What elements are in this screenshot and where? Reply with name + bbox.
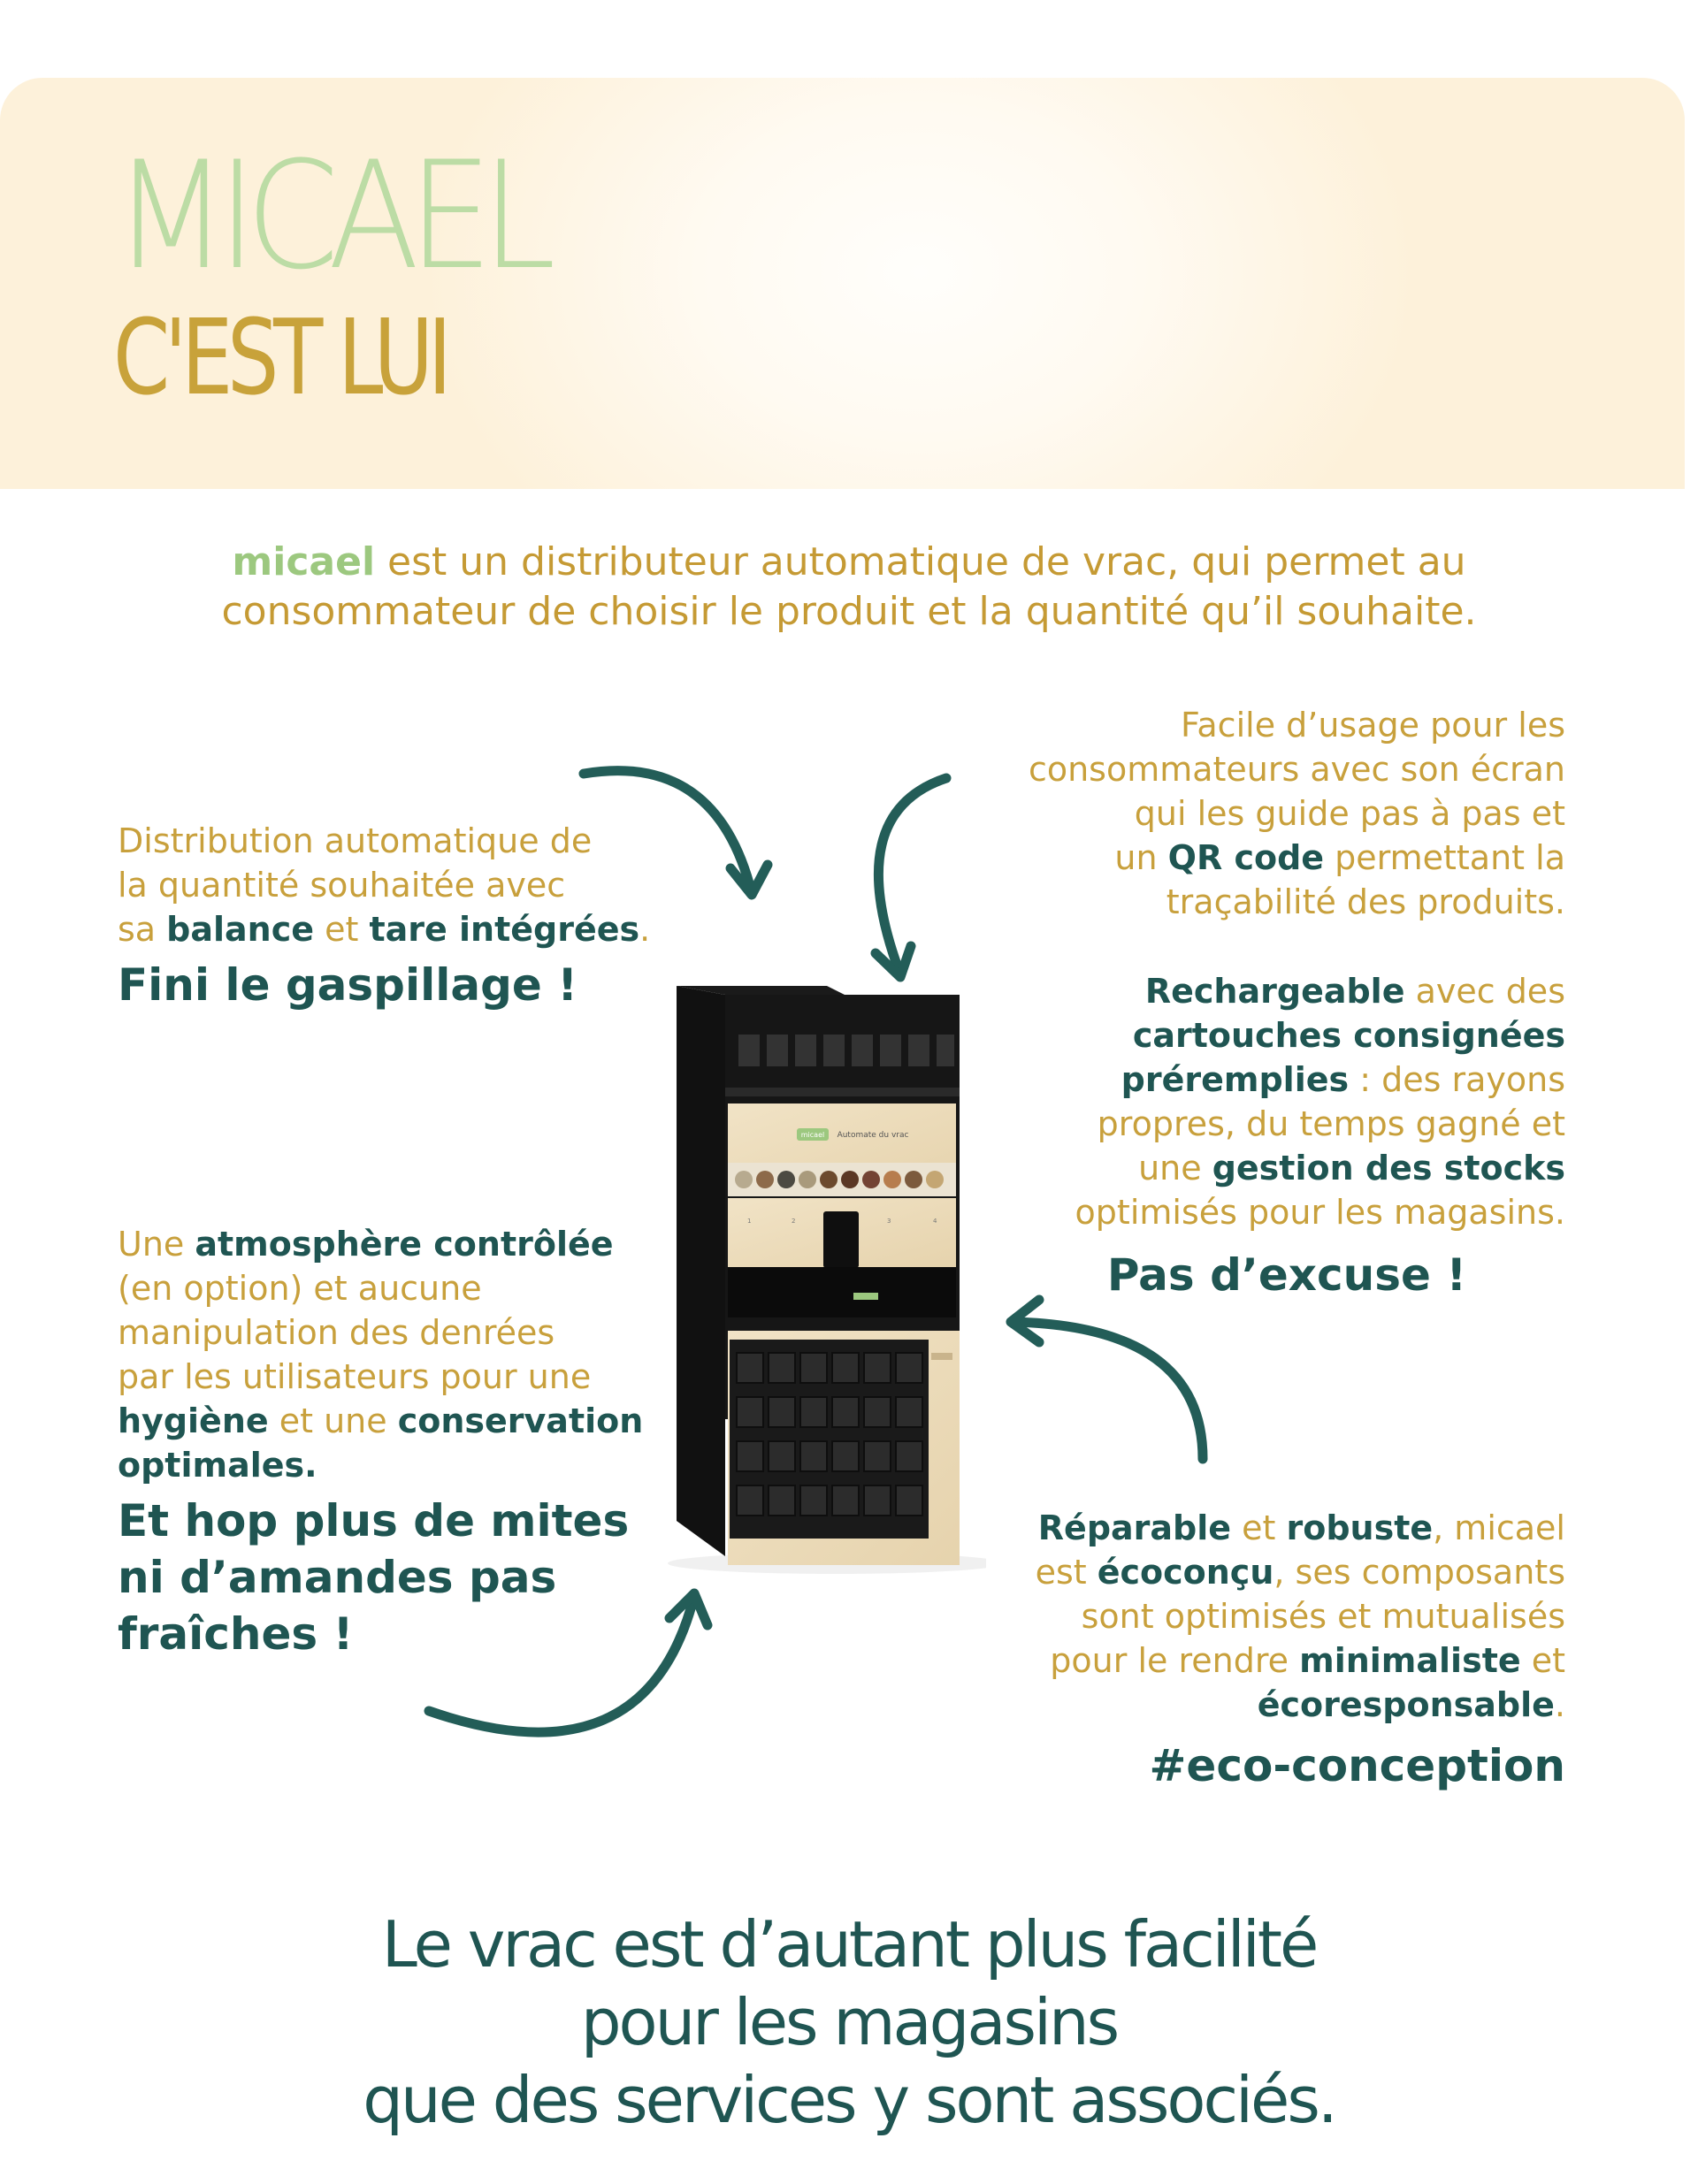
brand-name: micael: [232, 539, 376, 584]
feature-distribution: Distribution automatique de la quantité souhaitée avec sa balance et tare intégrées. Fini le gaspillage !: [118, 819, 684, 1013]
svg-text:2: 2: [792, 1218, 796, 1225]
page-title: MICAEL: [113, 129, 546, 302]
feature-hygiene: Une atmosphère contrôlée (en option) et aucune manipulation des denrées par les utilisateurs pour une hygiène et une conservation optimales. Et hop plus de mites ni d’amandes pas fraîches !: [118, 1222, 692, 1662]
svg-text:micael: micael: [800, 1131, 825, 1139]
feature-distribution-tagline: Fini le gaspillage !: [118, 959, 578, 1011]
closing-statement: Le vrac est d’autant plus facilité pour les magasins que des services y sont associés.: [363, 1907, 1335, 2137]
feature-refill-tagline: Pas d’excuse !: [1106, 1249, 1467, 1301]
svg-text:4: 4: [933, 1218, 937, 1225]
feature-usage: Facile d’usage pour les consommateurs avec son écran qui les guide pas à pas et un QR code permettant la traçabilité des produits.: [1028, 706, 1565, 921]
svg-text:1: 1: [747, 1218, 752, 1225]
intro-paragraph: micael est un distributeur automatique de vrac, qui permet au consommateur de choisir le produit et la quantité qu’il souhaite.: [221, 539, 1477, 634]
arrow-topright-icon: [876, 778, 946, 977]
svg-text:3: 3: [887, 1218, 891, 1225]
page-subtitle: C'EST LUI: [113, 296, 447, 418]
arrow-topleft-icon: [584, 771, 768, 895]
arrow-right-icon: [1011, 1300, 1203, 1459]
feature-hygiene-tagline: Et hop plus de mites ni d’amandes pas fraîches !: [118, 1495, 630, 1660]
svg-text:Automate du vrac: Automate du vrac: [837, 1131, 909, 1140]
arrow-bottomleft-icon: [429, 1593, 708, 1732]
feature-refill: Rechargeable avec des cartouches consignées préremplies : des rayons propres, du temps gagné et une gestion des stocks optimisés pour les magasins. Pas d’excuse !: [955, 969, 1565, 1303]
feature-eco: Réparable et robuste, micael est écoconçu, ses composants sont optimisés et mutualisés pour le rendre minimaliste et écoresponsable. #eco-conception: [955, 1506, 1565, 1794]
micael-dispenser-illustration: [668, 973, 986, 1574]
feature-eco-tagline: #eco-conception: [1149, 1740, 1565, 1791]
